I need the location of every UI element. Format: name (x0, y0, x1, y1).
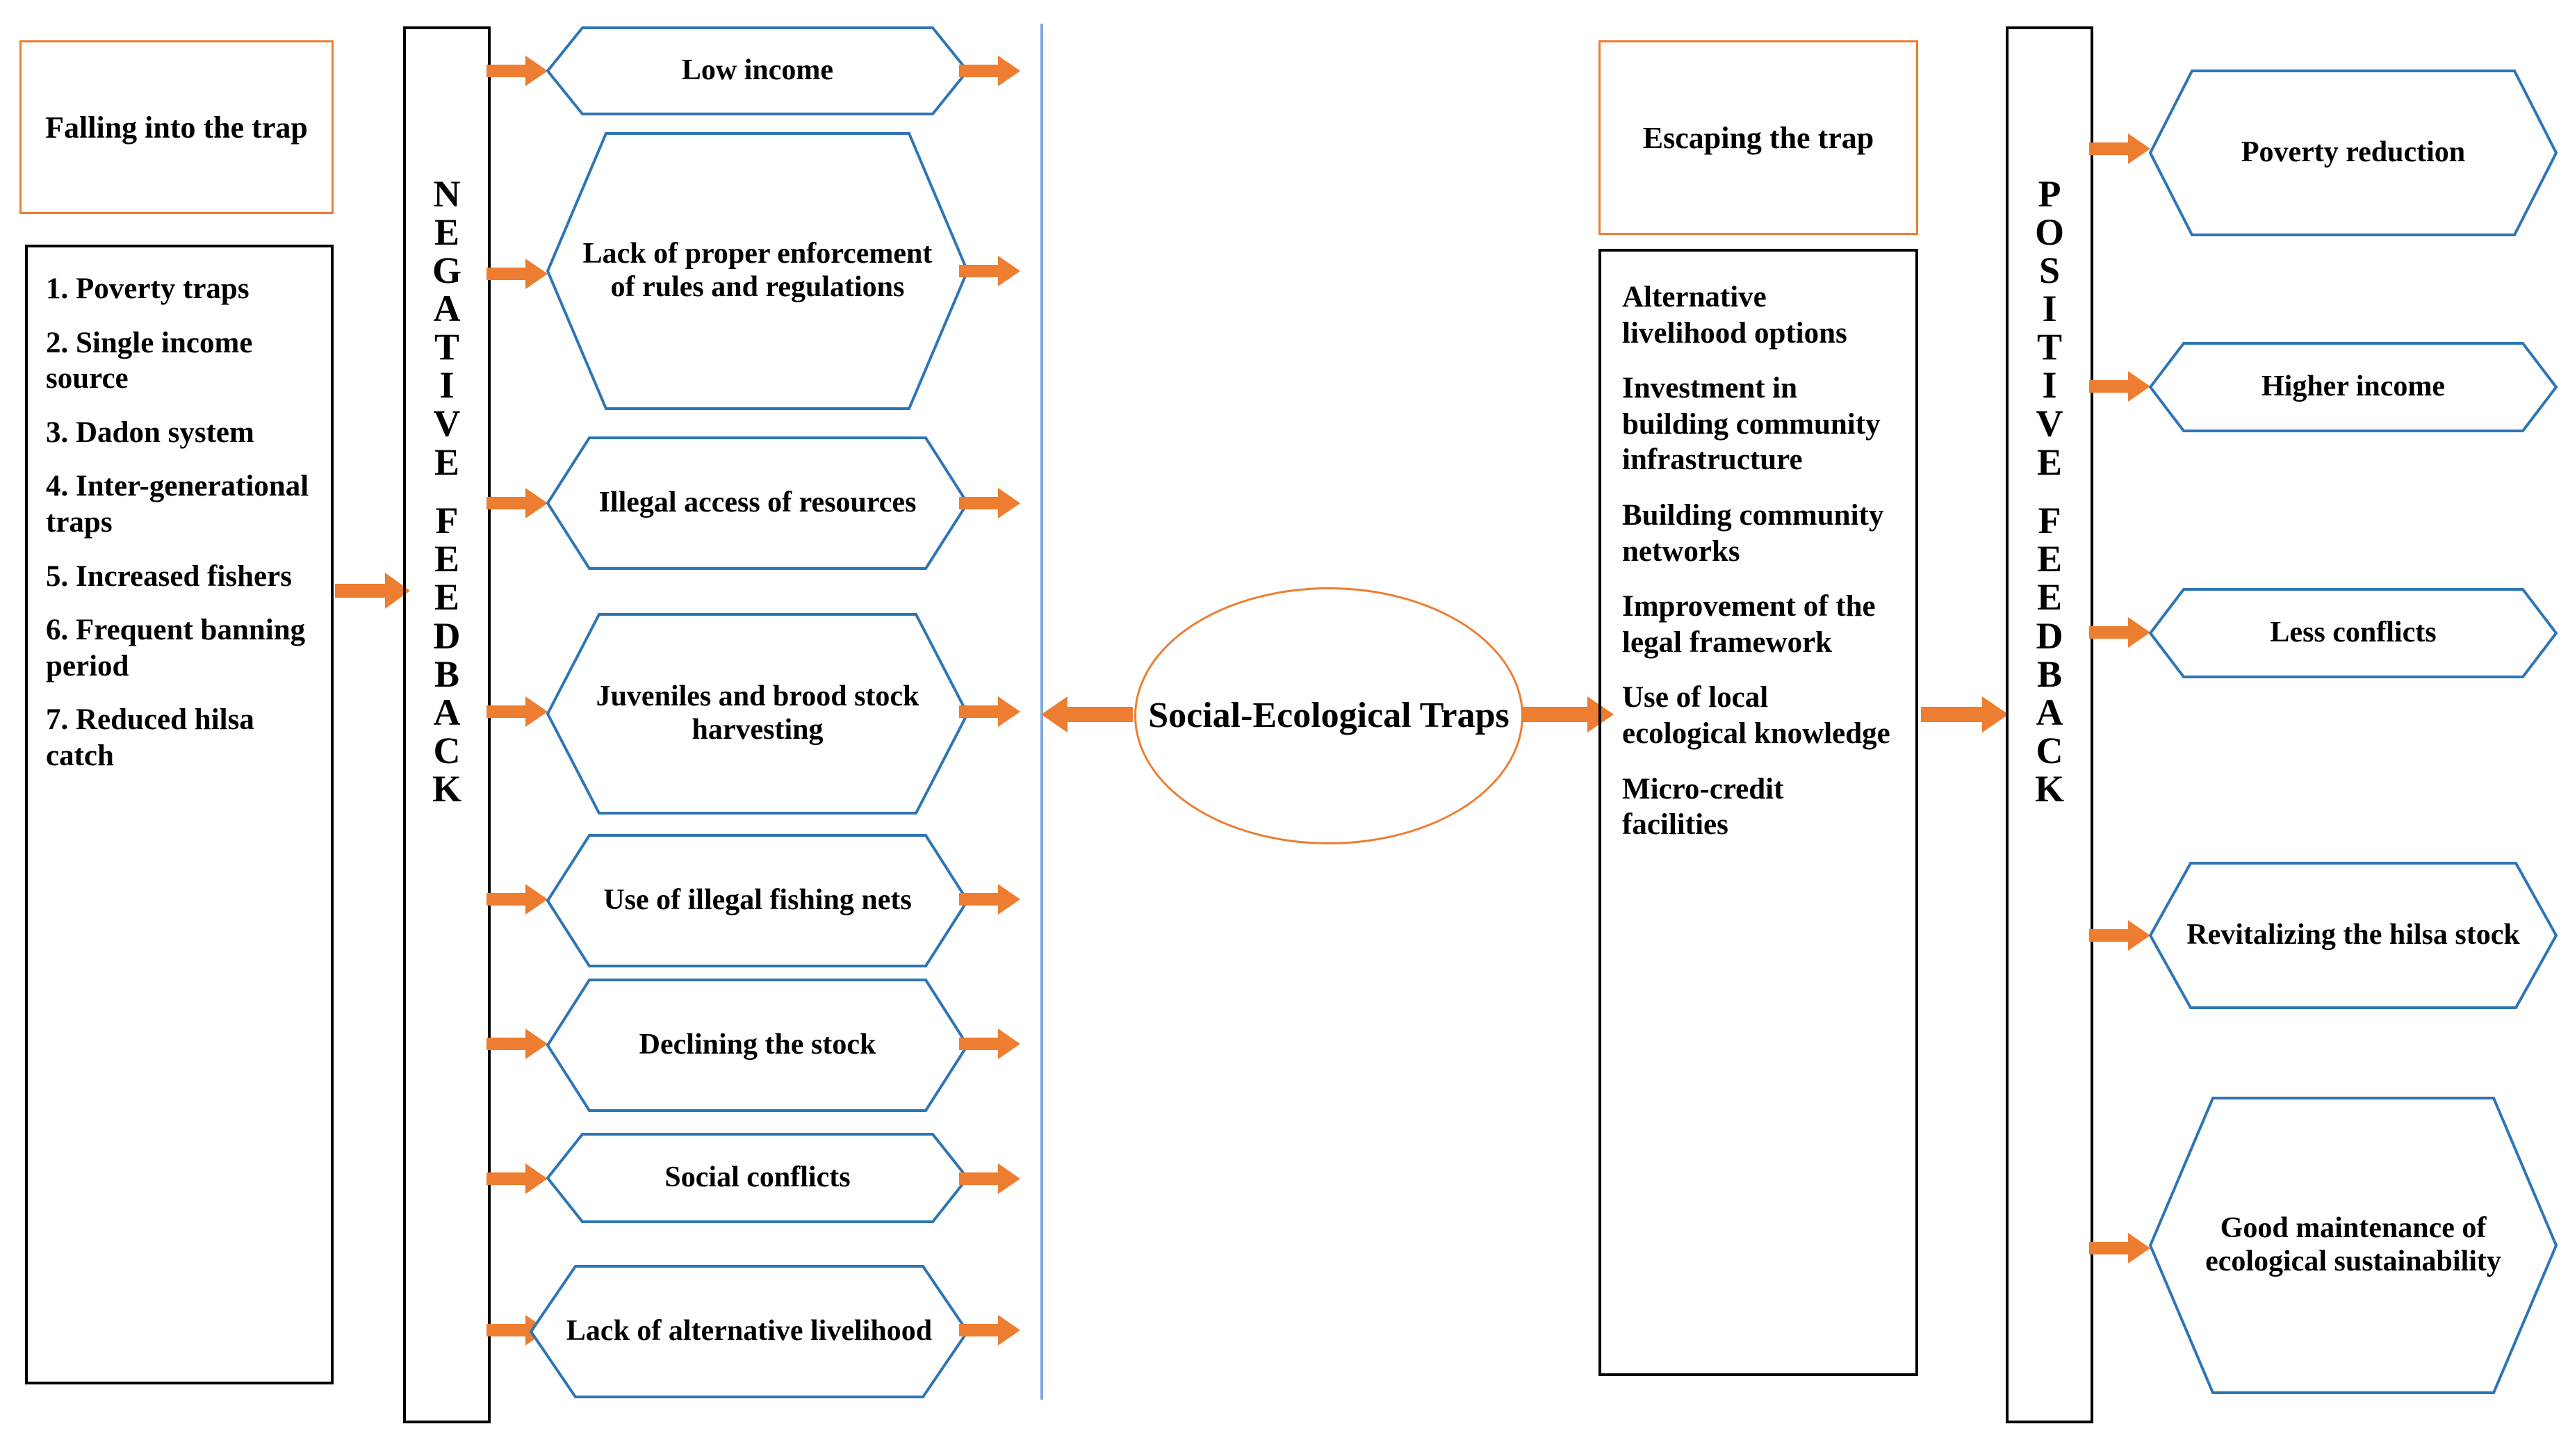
arrow-social-conflicts-out (959, 1162, 1022, 1195)
arrow-to-less-conflicts (2089, 616, 2152, 649)
node-label: Higher income (2261, 370, 2446, 403)
node-higher-income (2149, 342, 2558, 432)
list-item: 6. Frequent banning period (46, 614, 306, 682)
strip-letter: T (434, 326, 460, 368)
arrow-illegal-access-out (959, 486, 1022, 520)
node-social-conflicts (546, 1133, 969, 1223)
list-item: 4. Inter-generational traps (46, 470, 309, 539)
arrow-actions-to-positive (1921, 695, 2010, 734)
strip-letter: S (2038, 250, 2061, 292)
strip-letter: V (433, 402, 461, 445)
arrow-to-higher-income (2089, 370, 2152, 403)
strip-letter: B (2036, 653, 2063, 695)
list-item: Building community networks (1622, 498, 1884, 568)
node-declining-stock (546, 979, 969, 1112)
list-item: 7. Reduced hilsa catch (46, 703, 254, 772)
node-lack-of-enforcement (546, 132, 969, 410)
escaping-trap-title (1598, 40, 1918, 235)
strip-letter: I (439, 364, 455, 407)
escaping-trap-label: Escaping the trap (1642, 120, 1874, 155)
strip-letter: V (2036, 402, 2063, 445)
arrow-lack-livelihood-out (959, 1314, 1022, 1347)
arrow-drivers-to-negative (335, 570, 411, 612)
arrow-to-enforcement (486, 257, 549, 291)
node-revitalizing-hilsa-stock (2149, 862, 2558, 1009)
arrow-to-revitalizing-stock (2089, 919, 2152, 952)
strip-letter: O (2034, 211, 2064, 254)
strip-letter: N (433, 173, 461, 215)
arrow-to-declining-stock (486, 1027, 549, 1061)
node-label: Lack of alternative livelihood (566, 1315, 933, 1348)
central-concept-ellipse (1134, 587, 1523, 844)
strip-letter: B (434, 653, 460, 695)
node-label: Social conflicts (664, 1161, 851, 1194)
arrow-low-income-out (959, 54, 1022, 88)
strip-letter: K (432, 767, 461, 810)
arrow-declining-stock-out (959, 1027, 1022, 1061)
arrow-to-low-income (486, 54, 549, 88)
escaping-actions-list (1598, 249, 1918, 1376)
arrow-to-juveniles (486, 695, 549, 728)
list-item: Investment in building community infrastructure (1622, 372, 1881, 477)
list-item: Improvement of the legal framework (1622, 590, 1876, 659)
node-juveniles-brood-stock (546, 613, 969, 815)
strip-letter: F (435, 500, 459, 542)
strip-letter: E (434, 576, 460, 619)
node-illegal-access (546, 436, 969, 570)
strip-letter: E (434, 211, 460, 254)
node-good-maintenance-sustainability (2149, 1097, 2558, 1394)
strip-letter: A (433, 691, 461, 733)
node-label: Use of illegal fishing nets (603, 884, 912, 917)
arrow-to-illegal-access (486, 486, 549, 520)
strip-letter: D (433, 614, 461, 657)
strip-letter: G (432, 250, 461, 292)
strip-letter: E (2036, 538, 2063, 580)
strip-letter: D (2036, 614, 2063, 657)
node-label: Declining the stock (639, 1029, 876, 1061)
arrow-to-good-maintenance (2089, 1232, 2152, 1265)
node-label: Lack of proper enforcement of rules and regulations (582, 238, 933, 303)
list-item: Use of local ecological knowledge (1622, 681, 1890, 750)
falling-into-trap-title (19, 40, 334, 214)
strip-letter: F (2038, 500, 2061, 542)
falling-drivers-list (25, 245, 334, 1384)
strip-letter: C (433, 729, 461, 771)
list-item: 3. Dadon system (46, 416, 254, 449)
strip-letter: T (2036, 326, 2063, 368)
strip-letter: I (2042, 288, 2057, 330)
list-item: 2. Single income source (46, 326, 253, 395)
list-item: 1. Poverty traps (46, 272, 250, 305)
node-low-income (546, 26, 969, 115)
strip-letter: E (2036, 576, 2063, 619)
node-label: Poverty reduction (2241, 136, 2466, 169)
arrow-to-social-conflicts (486, 1162, 549, 1195)
node-label: Low income (681, 54, 834, 87)
arrow-left-to-center (1040, 695, 1133, 734)
arrow-to-illegal-nets (486, 883, 549, 916)
node-label: Illegal access of resources (598, 486, 917, 519)
strip-letter: I (2042, 364, 2057, 407)
node-label: Good maintenance of ecological sustainability (2205, 1212, 2501, 1277)
node-label: Juveniles and brood stock harvesting (596, 680, 919, 746)
list-item: Alternative livelihood options (1622, 281, 1847, 350)
central-concept-label: Social-Ecological Traps (1148, 696, 1510, 736)
node-less-conflicts (2149, 588, 2558, 678)
strip-letter: A (433, 288, 461, 330)
list-item: Micro-credit facilities (1622, 772, 1784, 842)
arrow-to-poverty-reduction (2089, 132, 2152, 165)
list-item: 5. Increased fishers (46, 559, 292, 593)
strip-letter: E (434, 538, 460, 580)
node-poverty-reduction (2149, 69, 2558, 236)
arrow-illegal-nets-out (959, 883, 1022, 916)
strip-letter: E (2036, 441, 2063, 483)
strip-letter: P (2038, 173, 2061, 215)
node-label: Revitalizing the hilsa stock (2186, 919, 2520, 951)
negative-feedback-strip (403, 26, 491, 1423)
strip-letter: A (2036, 691, 2063, 733)
node-illegal-fishing-nets (546, 834, 969, 967)
strip-letter: E (434, 441, 460, 483)
falling-into-trap-label: Falling into the trap (45, 110, 308, 145)
node-label: Less conflicts (2270, 616, 2437, 649)
strip-letter: K (2034, 767, 2064, 810)
node-lack-alternative-livelihood (530, 1265, 969, 1398)
strip-letter: C (2036, 729, 2063, 771)
positive-feedback-strip (2006, 26, 2093, 1423)
